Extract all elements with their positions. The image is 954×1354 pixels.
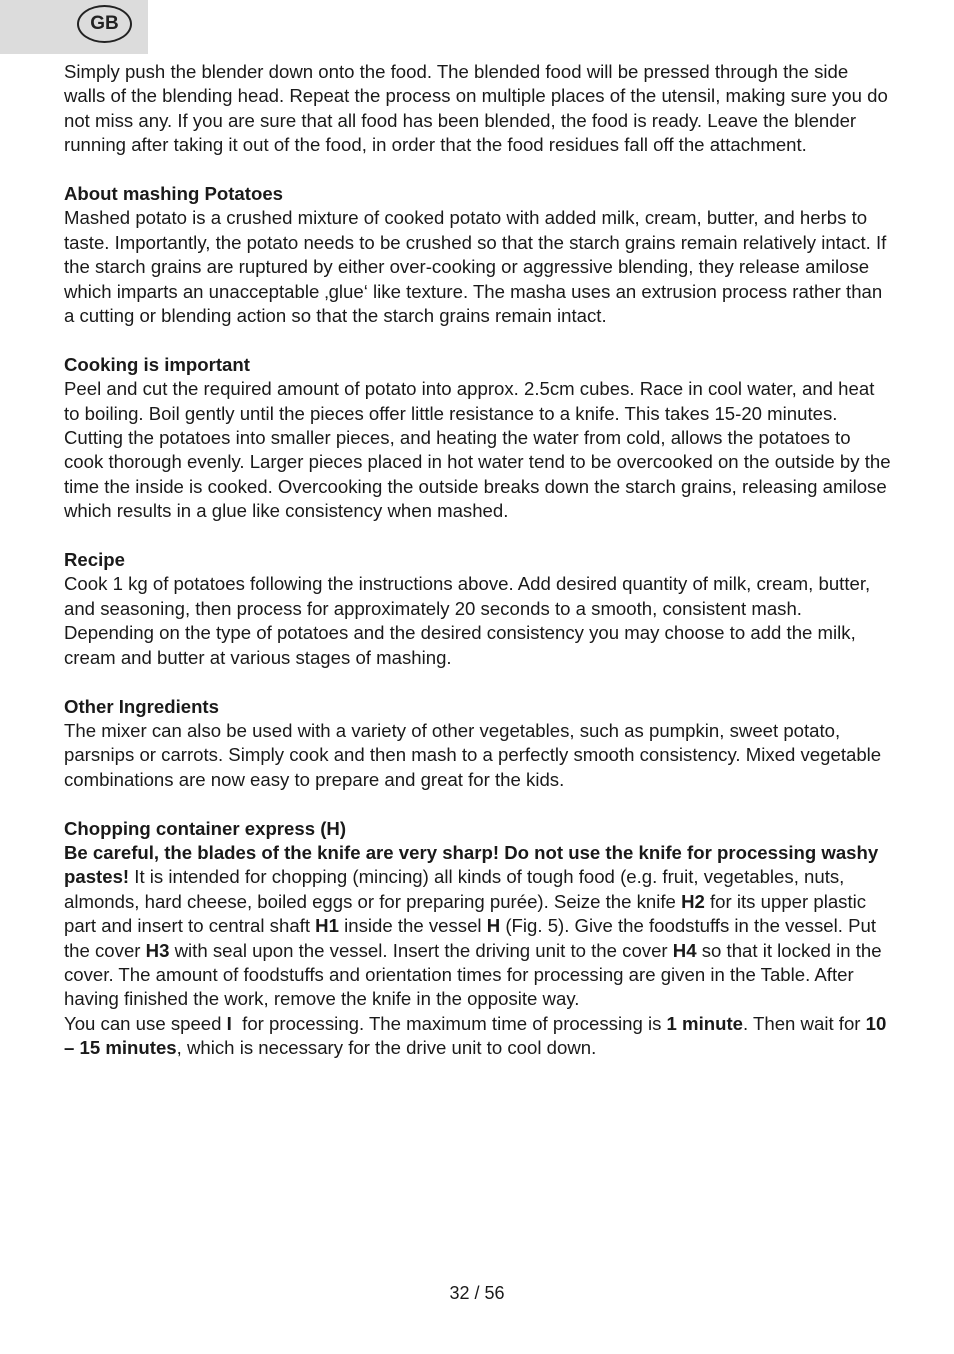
safety-warning: Be careful, the blades of the knife are very sharp! Do not use the knife for processing washy pastes! [64, 841, 879, 888]
section-body: Peel and cut the required amount of potato into approx. 2.5cm cubes. Race in cool water, and heat to boiling. Boil gently until the pieces offer little resistance to a knife. This takes 15-20 minutes. Cutting the potatoes into smaller pieces, and heating the water from cold, allows the potatoes to cook thorough evenly. Larger pieces placed in hot water tend to be overcooked on the outside by the time the inside is cooked. Overcooking the outside breaks down the starch grains, releasing amilose which results in a glue like consistency when mashed. [64, 378, 891, 522]
cooldown-time: 10 – 15 minutes [64, 1012, 887, 1059]
part-label-h1: H1 [315, 915, 339, 937]
section-mashing [64, 182, 894, 328]
section-body: The mixer can also be used with a variety of other vegetables, such as pumpkin, sweet potato, parsnips or carrots. Simply cook and then mash to a perfectly smooth consistency. Mixed vegetable combinations are now easy to prepare and great for the kids. [64, 719, 882, 790]
part-label-h3: H3 [145, 939, 170, 961]
part-label-h4: H4 [672, 939, 697, 961]
section-other-ingredients [64, 695, 894, 793]
section-chopping [64, 817, 894, 1061]
section-heading: Other Ingredients [64, 695, 219, 717]
language-tab [0, 0, 148, 54]
chopping-speed-note: You can use speed I for processing. The maximum time of processing is 1 minute. Then wait for 10 – 15 minutes, which is necessary for the drive unit to cool down. [64, 1012, 887, 1059]
section-heading: Cooking is important [64, 353, 250, 375]
speed-value: I [226, 1012, 232, 1034]
section-heading: Chopping container express (H) [64, 817, 347, 839]
chopping-instructions: Be careful, the blades of the knife are very sharp! Do not use the knife for processing washy pastes! It is intended for chopping (mincing) all kinds of tough food (e.g. fruit, vegetables, nuts, almonds, hard cheese, boiled eggs or for preparing purée). Seize the knife H2 for its upper plastic part and insert to central shaft H1 inside the vessel H (Fig. 5). Give the foodstuffs in the vessel. Put the cover H3 with seal upon the vessel. Insert the driving unit to the cover H4 so that it locked in the cover. The amount of foodstuffs and orientation times for processing are given in the Table. After having finished the work, remove the knife in the opposite way. [64, 841, 882, 1010]
intro-paragraph: Simply push the blender down onto the food. The blended food will be pressed through the side walls of the blending head. Repeat the process on multiple places of the utensil, making sure you do not miss any. If you are sure that all food has been blended, the food is ready. Leave the blender running after taking it out of the food, in order that the food residues fall off the attachment. [64, 61, 888, 156]
max-processing-time: 1 minute [666, 1012, 744, 1034]
part-label-h2: H2 [681, 890, 705, 912]
section-heading: Recipe [64, 549, 125, 571]
language-badge: GB [77, 5, 132, 43]
page-content [64, 60, 894, 1061]
section-body: Cook 1 kg of potatoes following the instructions above. Add desired quantity of milk, cream, butter, and seasoning, then process for approximately 20 seconds to a smooth, consistent mash. Depending on the type of potatoes and the desired consistency you may choose to add the milk, cream and butter at various stages of mashing. [64, 573, 871, 668]
section-cooking [64, 353, 894, 524]
section-recipe [64, 548, 894, 670]
section-body: Mashed potato is a crushed mixture of cooked potato with added milk, cream, butter, and herbs to taste. Importantly, the potato needs to be crushed so that the starch grains remain relatively intact. If the starch grains are ruptured by either over-cooking or aggressive blending, they release amilose which imparts an unacceptable ‚glue‘ like texture. The masha uses an extrusion process rather than a cutting or blending action so that the starch grains remain intact. [64, 207, 887, 327]
page-number: 32 / 56 [449, 1283, 505, 1303]
part-label-h: H [486, 915, 501, 937]
section-heading: About mashing Potatoes [64, 183, 284, 205]
